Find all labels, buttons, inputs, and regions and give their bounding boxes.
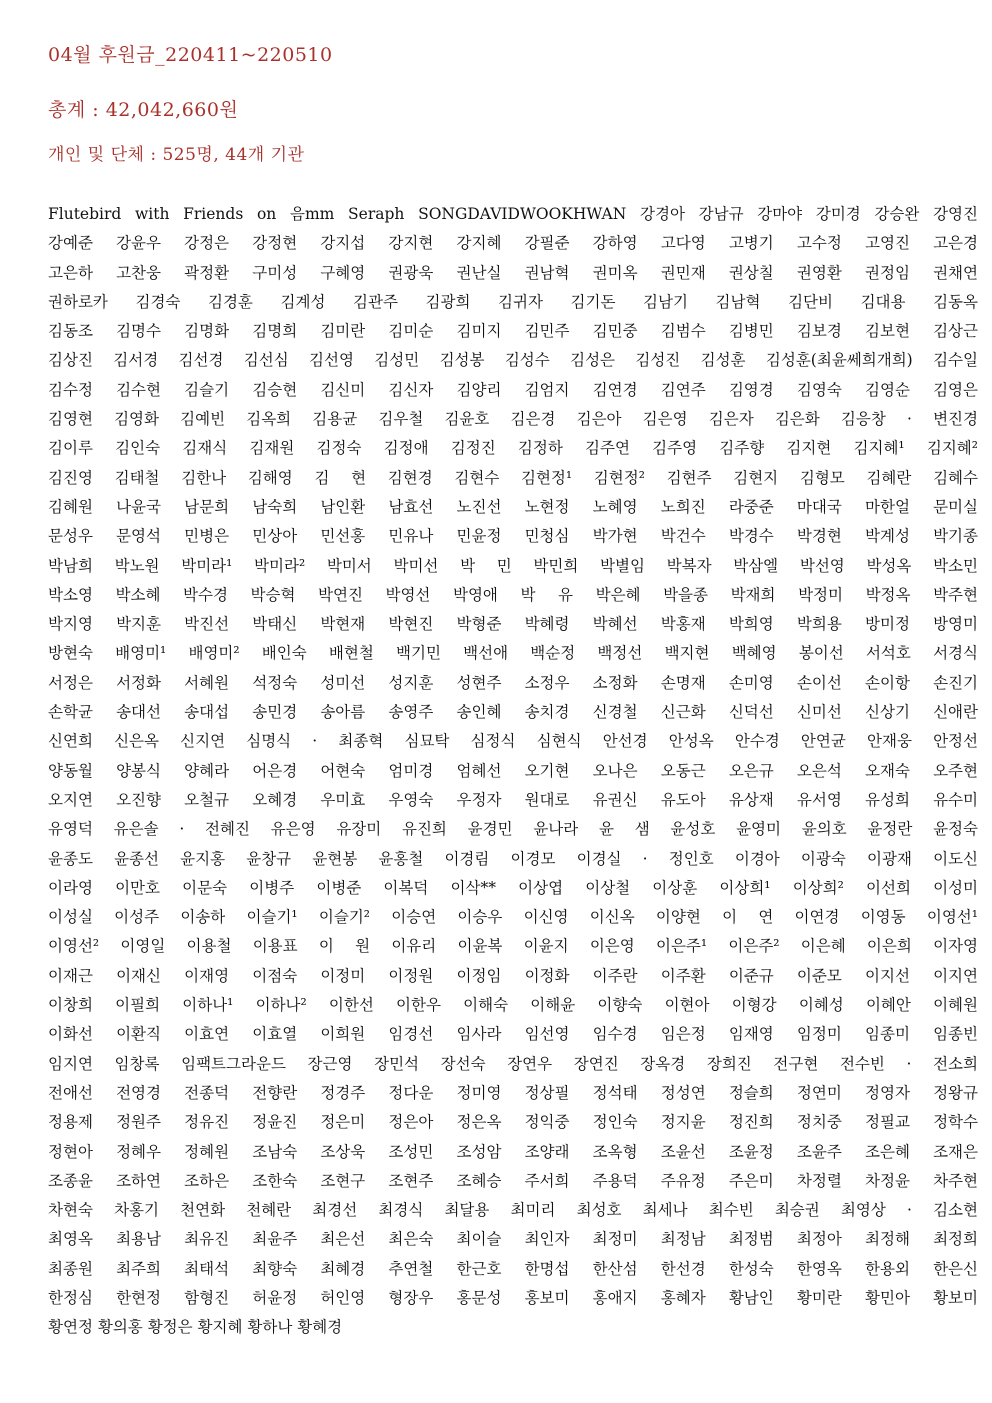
donor-name-list (48, 200, 978, 1343)
donor-names-line: 김이루 김인숙 김재식 김재원 김정숙 김정애 김정진 김정하 김주연 김주영 김주향 김지현 김지혜¹ 김지혜² (48, 439, 978, 458)
donor-count: 개인 및 단체 : 525명, 44개 기관 (48, 145, 305, 165)
donor-names-line: 이창희 이필희 이하나¹ 이하나² 이한선 이한우 이해숙 이해윤 이향숙 이현아 이형강 이혜성 이혜안 이혜원 (48, 996, 978, 1015)
donor-names-line: 박지영 박지훈 박진선 박태신 박현재 박현진 박형준 박혜령 박혜선 박홍재 박희영 박희용 방미정 방영미 (48, 615, 978, 634)
donor-names-line: 김영현 김영화 김예빈 김옥희 김용균 김우철 김윤호 김은경 김은아 김은영 김은자 김은화 김응창 · 변진경 (48, 410, 978, 429)
donor-names-line: 유영덕 유은솔 · 전혜진 유은영 유장미 유진희 윤경민 윤나라 윤 샘 윤성호 윤영미 윤의호 윤정란 윤정숙 (48, 820, 978, 839)
donor-names-line: 박남희 박노원 박미라¹ 박미라² 박미서 박미선 박 민 박민희 박별임 박복자 박삼엘 박선영 박성옥 박소민 (48, 556, 978, 575)
donor-names-line: 권하로카 김경숙 김경훈 김계성 김관주 김광희 김귀자 김기돈 김남기 김남혁 김단비 김대용 김동옥 (48, 292, 978, 311)
donor-names-line: 황연정 황의홍 황정은 황지혜 황하나 황혜경 (48, 1318, 343, 1337)
donor-names-line: 김동조 김명수 김명화 김명희 김미란 김미순 김미지 김민주 김민중 김범수 김병민 김보경 김보현 김상근 (48, 322, 978, 341)
donor-names-line: Flutebird with Friends on 음mm Seraph SONGDAVIDWOOKHWAN 강경아 강남규 강마야 강미경 강승완 강영진 (48, 205, 978, 223)
donor-names-line: 문성우 문영석 민병은 민상아 민선홍 민유나 민윤정 민청심 박가현 박건수 박경수 박경현 박계성 박기종 (48, 527, 978, 546)
donor-names-line: 정용제 정원주 정유진 정윤진 정은미 정은아 정은옥 정익중 정인숙 정지윤 정진희 정치중 정필교 정학수 (48, 1113, 978, 1132)
donor-names-line: 이영선² 이영일 이용철 이용표 이 원 이유리 이윤복 이윤지 이은영 이은주¹ 이은주² 이은혜 이은희 이자영 (48, 937, 978, 956)
donor-names-line: 강예준 강윤우 강정은 강정현 강지섭 강지현 강지혜 강필준 강하영 고다영 고병기 고수정 고영진 고은경 (48, 234, 978, 253)
donor-names-line: 서정은 서정화 서혜원 석정숙 성미선 성지훈 성현주 소정우 소정화 손명재 손미영 손이선 손이항 손진기 (48, 673, 978, 692)
donor-names-line: 신연희 신은옥 신지연 심명식 · 최종혁 심묘탁 심정식 심현식 안선경 안성옥 안수경 안연균 안재웅 안정선 (48, 732, 978, 751)
donor-names-line: 오지연 오진향 오철규 오혜경 우미효 우영숙 우정자 원대로 유권신 유도아 유상재 유서영 유성희 유수미 (48, 790, 978, 809)
donor-names-line: 박소영 박소혜 박수경 박승혁 박연진 박영선 박영애 박 유 박은혜 박을종 박재희 박정미 박정옥 박주현 (48, 585, 978, 604)
donor-names-line: 이라영 이만호 이문숙 이병주 이병준 이복덕 이삭** 이상엽 이상철 이상훈 이상희¹ 이상희² 이선희 이성미 (48, 878, 978, 897)
total-amount: 총계 : 42,042,660원 (48, 99, 239, 121)
donor-names-line: 김상진 김서경 김선경 김선심 김선영 김성민 김성봉 김성수 김성은 김성진 김성훈 김성훈(최윤쎄희개희) 김수일 (48, 351, 978, 370)
donor-names-line: 방현숙 배영미¹ 배영미² 배인숙 배현철 백기민 백선애 백순정 백정선 백지현 백혜영 봉이선 서석호 서경식 (48, 644, 978, 663)
page-title: 04월 후원금_220411~220510 (48, 44, 333, 66)
donor-names-line: 윤종도 윤종선 윤지홍 윤창규 윤현봉 윤홍철 이경림 이경모 이경실 · 정인호 이경아 이광숙 이광재 이도신 (48, 849, 978, 868)
donor-names-line: 최영옥 최용남 최유진 최윤주 최은선 최은숙 최이슬 최인자 최정미 최정남 최정범 최정아 최정해 최정희 (48, 1230, 978, 1249)
donor-names-line: 전애선 전영경 전종덕 전향란 정경주 정다운 정미영 정상필 정석태 정성연 정슬희 정연미 정영자 정왕규 (48, 1083, 978, 1102)
donor-names-line: 이화선 이환직 이효연 이효열 이희원 임경선 임사라 임선영 임수경 임은정 임재영 임정미 임종미 임종빈 (48, 1025, 978, 1044)
donor-names-line: 김혜원 나윤국 남문희 남숙희 남인환 남효선 노진선 노현정 노혜영 노희진 라중준 마대국 마한얼 문미실 (48, 497, 978, 516)
donor-names-line: 임지연 임창록 임팩트그라운드 장근영 장민석 장선숙 장연우 장연진 장옥경 장희진 전구현 전수빈 · 전소희 (48, 1054, 978, 1073)
donor-names-line: 손학균 송대선 송대섭 송민경 송아름 송영주 송인혜 송치경 신경철 신근화 신덕선 신미선 신상기 신애란 (48, 703, 978, 722)
donor-names-line: 한정심 한현정 함형진 허윤정 허인영 형장우 홍문성 홍보미 홍애지 홍혜자 황남인 황미란 황민아 황보미 (48, 1288, 978, 1307)
donor-names-line: 이성실 이성주 이송하 이슬기¹ 이슬기² 이승연 이승우 이신영 이신옥 이양현 이 연 이연경 이영동 이영선¹ (48, 908, 978, 927)
donor-names-line: 김수정 김수현 김슬기 김승현 김신미 김신자 김양리 김엄지 김연경 김연주 김영경 김영숙 김영순 김영은 (48, 380, 978, 399)
donor-names-line: 차현숙 차홍기 천연화 천혜란 최경선 최경식 최달용 최미리 최성호 최세나 최수빈 최승권 최영상 · 김소현 (48, 1201, 978, 1220)
donor-names-line: 양동월 양봉식 양혜라 어은경 어현숙 엄미경 엄혜선 오기현 오나은 오동근 오은규 오은석 오재숙 오주현 (48, 761, 978, 780)
donor-names-line: 정현아 정혜우 정혜원 조남숙 조상욱 조성민 조성암 조양래 조옥형 조윤선 조윤정 조윤주 조은혜 조재은 (48, 1142, 978, 1161)
donor-names-line: 이재근 이재신 이재영 이점숙 이정미 이정원 이정임 이정화 이주란 이주환 이준규 이준모 이지선 이지연 (48, 966, 978, 985)
donor-names-line: 조종윤 조하연 조하은 조한숙 조현구 조현주 조혜승 주서희 주용덕 주유정 주은미 차정렬 차정윤 차주현 (48, 1171, 978, 1190)
donor-names-line: 김진영 김태철 김한나 김해영 김 현 김현경 김현수 김현정¹ 김현정² 김현주 김현지 김형모 김혜란 김혜수 (48, 468, 978, 487)
donor-names-line: 고은하 고찬웅 곽정환 구미성 구혜영 권광욱 권난실 권남혁 권미옥 권민재 권상칠 권영환 권정임 권채연 (48, 263, 978, 282)
donor-names-line: 최종원 최주희 최태석 최향숙 최혜경 추연철 한근호 한명섭 한산섬 한선경 한성숙 한영옥 한용외 한은신 (48, 1259, 978, 1278)
